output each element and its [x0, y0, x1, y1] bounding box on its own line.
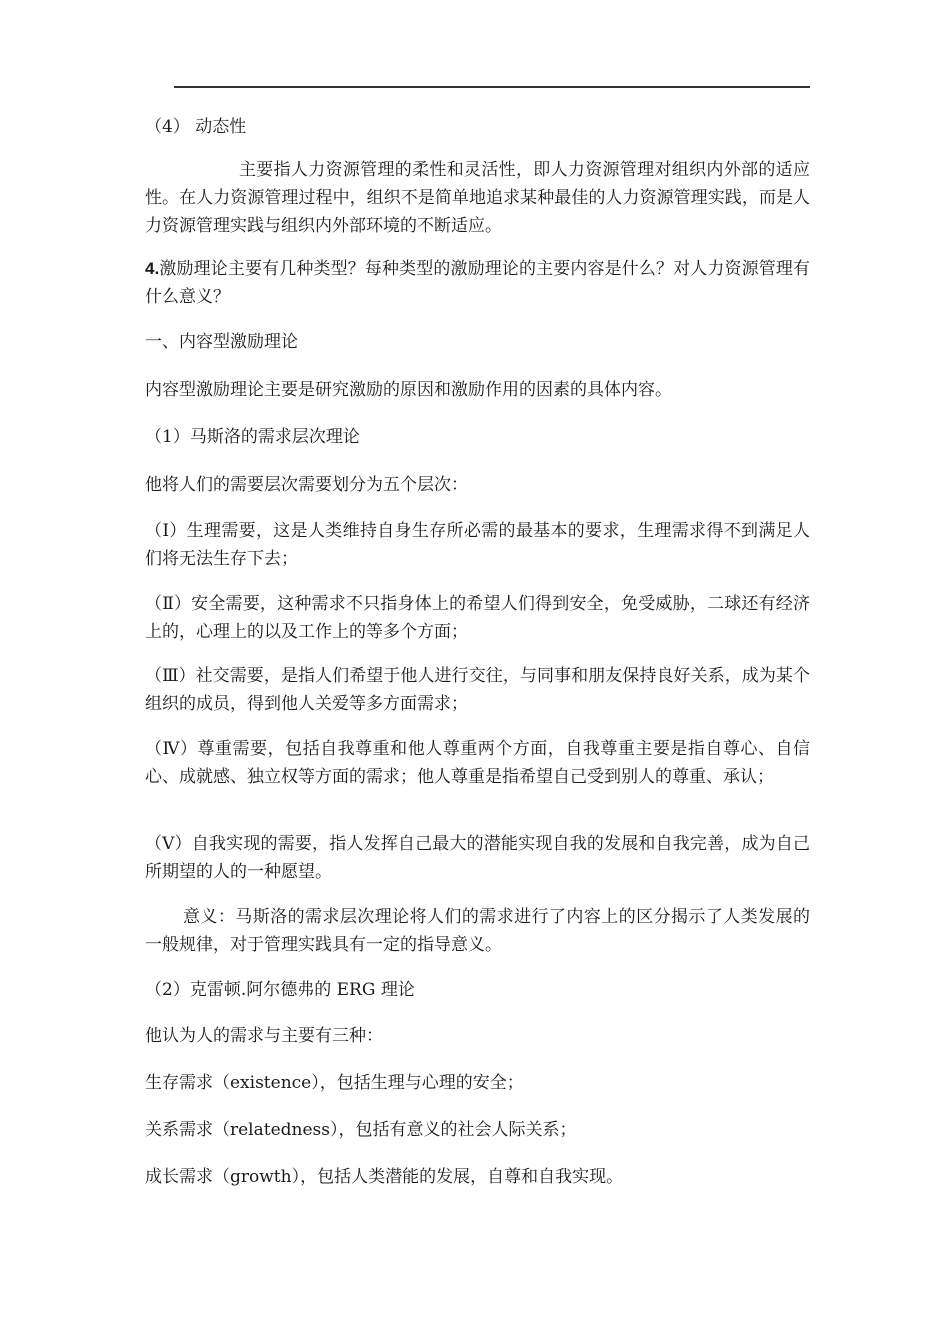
subheading-maslow: （1）马斯洛的需求层次理论	[145, 427, 360, 447]
question-4	[145, 255, 810, 311]
paragraph-dynamic: 主要指人力资源管理的柔性和灵活性，即人力资源管理对组织内外部的适应性。在人力资源管理过程中，组织不是简单地追求某种最佳的人力资源管理实践，而是人力资源管理实践与组织内外部环境的不断适应。	[145, 160, 810, 236]
paragraph-three-needs: 他认为人的需求与主要有三种：	[145, 1026, 383, 1046]
paragraph-content-theory: 内容型激励理论主要是研究激励的原因和激励作用的因素的具体内容。	[145, 380, 672, 400]
need-self-actualization: （Ⅴ）自我实现的需要，指人发挥自己最大的潜能实现自我的发展和自我完善，成为自己所期望的人的一种愿望。	[145, 834, 810, 882]
need-physiological: （Ⅰ）生理需要，这是人类维持自身生存所必需的最基本的要求，生理需求得不到满足人们将无法生存下去；	[145, 521, 810, 569]
section-heading-content-theory: 一、内容型激励理论	[145, 332, 298, 352]
need-relatedness: 关系需求（relatedness），包括有意义的社会人际关系；	[145, 1120, 577, 1140]
paragraph-significance: 意义：马斯洛的需求层次理论将人们的需求进行了内容上的区分揭示了人类发展的一般规律，对于管理实践具有一定的指导意义。	[145, 907, 810, 955]
paragraph-five-levels: 他将人们的需要层次需要划分为五个层次：	[145, 475, 468, 495]
need-esteem: （Ⅳ）尊重需要，包括自我尊重和他人尊重两个方面，自我尊重主要是指自尊心、自信心、成就感、独立权等方面的需求；他人尊重是指希望自己受到别人的尊重、承认；	[145, 739, 810, 787]
need-safety: （Ⅱ）安全需要，这种需求不只指身体上的希望人们得到安全，免受威胁，二球还有经济上的，心理上的以及工作上的等多个方面；	[145, 594, 810, 642]
need-growth: 成长需求（growth），包括人类潜能的发展，自尊和自我实现。	[145, 1167, 624, 1187]
question-number: 4.	[145, 259, 160, 278]
header-rule	[174, 86, 810, 88]
need-social: （Ⅲ）社交需要，是指人们希望于他人进行交往，与同事和朋友保持良好关系，成为某个组织的成员，得到他人关爱等多方面需求；	[145, 666, 810, 714]
question-text: 激励理论主要有几种类型？每种类型的激励理论的主要内容是什么？对人力资源管理有什么意义？	[145, 259, 810, 307]
item-4-heading: （4） 动态性	[145, 117, 247, 137]
subheading-erg: （2）克雷顿.阿尔德弗的 ERG 理论	[145, 980, 415, 1000]
need-existence: 生存需求（existence），包括生理与心理的安全；	[145, 1073, 524, 1093]
